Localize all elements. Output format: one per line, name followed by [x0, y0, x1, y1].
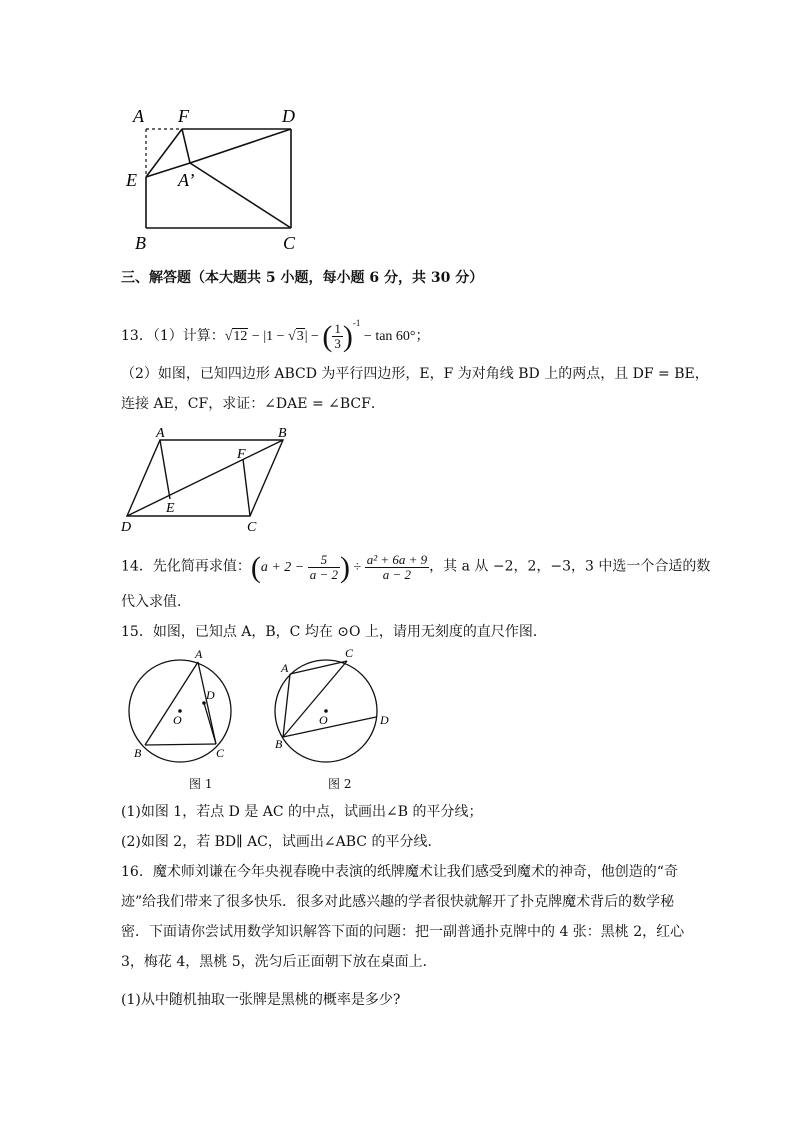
q16-sub1: (1)从中随机抽取一张牌是黑桃的概率是多少? [121, 992, 401, 1008]
c2-label-B: B [275, 737, 283, 751]
q16-line1: 16．魔术师刘谦在今年央视春晚中表演的纸牌魔术让我们感受到魔术的神奇，他创造的“奇 [121, 864, 678, 880]
q13-abs-left: 1 [266, 329, 274, 344]
para-label-A: A [156, 426, 165, 441]
q13-part2-line2: 连接 AE，CF，求证：∠DAE = ∠BCF． [121, 396, 385, 412]
q13-sqrt12: 12 [233, 329, 248, 344]
q13-sqrt3: 3 [296, 329, 304, 344]
c2-label-O: O [319, 713, 328, 727]
q14-fraction2: $\frac{\text{a² + 6a + 9}}{a - 2}$ [366, 552, 428, 582]
circle-figure-1 [125, 640, 245, 765]
q14-divide: ÷ [353, 559, 362, 575]
c2-label-D: D [380, 713, 389, 727]
fig1-caption: 图 1 [189, 777, 213, 791]
q13-part1: 13．（1）计算：√12 − |1 − √3| − ( $\frac{1}{3}$ )$^{-1}$ − tan 60°； [121, 318, 430, 353]
c2-label-A: A [281, 661, 289, 675]
para-label-F: F [237, 447, 246, 462]
q13-exponent: -1 [352, 318, 361, 328]
c2-label-C: C [345, 646, 354, 660]
q15-sub1: (1)如图 1，若点 D 是 AC 的中点，试画出∠B 的平分线； [121, 804, 483, 820]
c1-label-O: O [173, 713, 182, 727]
label-C: C [283, 233, 296, 253]
q16-line3: 密．下面请你尝试用数学知识解答下面的问题：把一副普通扑克牌中的 4 张：黑桃 2，红心 [121, 924, 685, 940]
parallelogram-figure [115, 422, 300, 537]
q15-text: 15．如图，已知点 A，B，C 均在 ⊙O 上，请用无刻度的直尺作图． [121, 624, 547, 640]
para-label-B: B [278, 426, 287, 441]
c1-label-A: A [195, 647, 203, 661]
label-A-prime: A’ [178, 170, 195, 190]
q16-line4: 3，梅花 4，黑桃 5，洗匀后正面朝下放在桌面上． [121, 954, 437, 970]
q14-prefix: 14．先化简再求值： [121, 558, 251, 575]
q13-part2-line1: （2）如图，已知四边形 ABCD 为平行四边形，E，F 为对角线 BD 上的两点，且 DF = BE， [121, 366, 709, 382]
para-label-C: C [247, 520, 257, 535]
label-F: F [178, 106, 189, 126]
q13-prefix: 13．（1）计算： [121, 328, 225, 344]
para-label-D: D [121, 520, 132, 535]
q16-line2: 迹”给我们带来了很多快乐．很多对此感兴趣的学者很快就解开了扑克牌魔术背后的数学秘 [121, 894, 675, 910]
circle-figure-2 [272, 640, 397, 765]
label-D: D [282, 106, 295, 126]
q13-tan: − tan 60°； [363, 329, 430, 344]
rectangle-fold-figure [120, 100, 320, 260]
fig2-caption: 图 2 [328, 777, 352, 791]
q13-abs-minus: − [276, 329, 285, 344]
section-heading: 三、解答题（本大题共 5 小题，每小题 6 分，共 30 分） [121, 270, 484, 286]
label-A: A [133, 106, 144, 126]
q14-fraction1: $\frac{5}{a - 2}$ [309, 552, 339, 582]
c1-label-B: B [134, 746, 142, 760]
para-label-E: E [166, 501, 175, 516]
q14-line1: 14．先化简再求值：(a + 2 − $\frac{5}{a - 2}$ ) ÷ $\frac{\text{a² + 6a + 9}}{a - 2}$ ，其 a 从 −2，2，−3，3 中选一个合适的数 [121, 550, 711, 584]
q14-expr: a + 2 − [260, 559, 305, 575]
label-E: E [126, 170, 137, 190]
c1-label-D: D [206, 688, 215, 702]
q14-line2: 代入求值． [121, 594, 191, 610]
label-B: B [135, 233, 146, 253]
q14-suffix: ，其 a 从 −2，2，−3，3 中选一个合适的数 [429, 558, 711, 575]
q15-sub2: (2)如图 2，若 BD∥ AC，试画出∠ABC 的平分线． [121, 834, 442, 850]
q13-fraction: $\frac{1}{3}$ [334, 321, 341, 352]
c1-label-C: C [216, 746, 225, 760]
